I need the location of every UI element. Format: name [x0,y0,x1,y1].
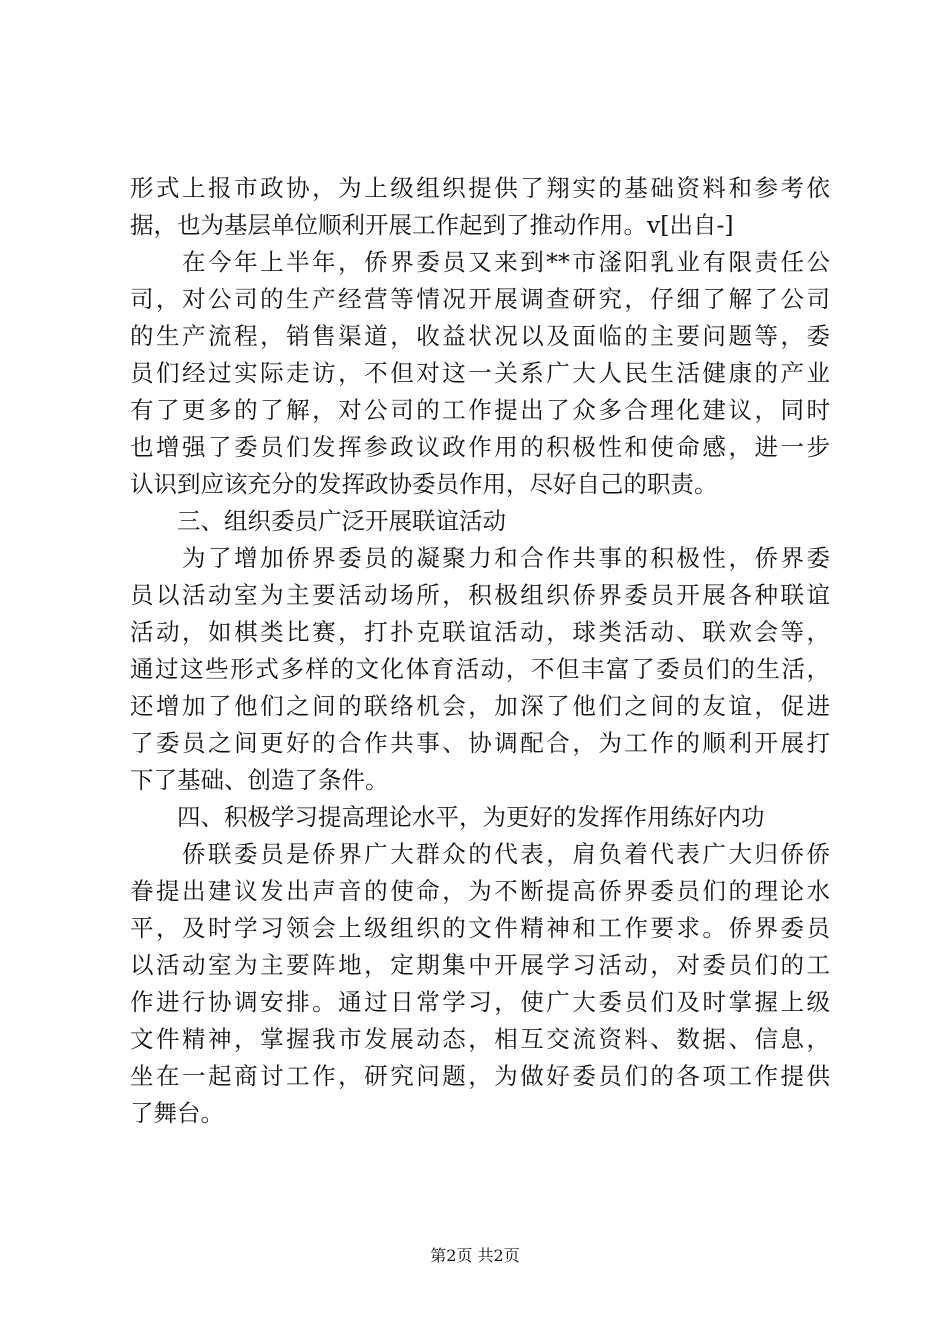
text-line: 文件精神，掌握我市发展动态，相互交流资料、数据、信息， [130,1025,830,1053]
text-line: 在今年上半年，侨界委员又来到**市滏阳乳业有限责任公 [130,248,830,276]
text-line: 也增强了委员们发挥参政议政作用的积极性和使命感，进一步 [130,433,830,461]
text-line: 为了增加侨界委员的凝聚力和合作共事的积极性，侨界委 [130,544,830,572]
section-heading: 四、积极学习提高理论水平，为更好的发挥作用练好内功 [130,803,765,831]
text-line: 坐在一起商讨工作，研究问题，为做好委员们的各项工作提供 [130,1062,830,1090]
text-line: 活动，如棋类比赛，打扑克联谊活动，球类活动、联欢会等， [130,618,830,646]
section-heading: 三、组织委员广泛开展联谊活动 [130,507,506,535]
text-line: 司，对公司的生产经营等情况开展调查研究，仔细了解了公司 [130,285,830,313]
text-line: 有了更多的了解，对公司的工作提出了众多合理化建议，同时 [130,396,830,424]
text-line: 通过这些形式多样的文化体育活动，不但丰富了委员们的生活， [130,655,830,683]
text-line: 平，及时学习领会上级组织的文件精神和工作要求。侨界委员 [130,914,830,942]
document-body [130,170,830,1132]
text-line: 作进行协调安排。通过日常学习，使广大委员们及时掌握上级 [130,988,830,1016]
text-line: 据，也为基层单位顺利开展工作起到了推动作用。v[出自-] [130,211,734,239]
text-line: 员以活动室为主要活动场所，积极组织侨界委员开展各种联谊 [130,581,830,609]
text-line: 认识到应该充分的发挥政协委员作用，尽好自己的职责。 [130,470,718,498]
text-line: 了舞台。 [130,1099,224,1127]
page-number-footer: 第2页 共2页 [430,1246,520,1265]
text-line: 眷提出建议发出声音的使命，为不断提高侨界委员们的理论水 [130,877,830,905]
text-line: 还增加了他们之间的联络机会，加深了他们之间的友谊，促进 [130,692,830,720]
text-line: 侨联委员是侨界广大群众的代表，肩负着代表广大归侨侨 [130,840,830,868]
text-line: 形式上报市政协，为上级组织提供了翔实的基础资料和参考依 [130,174,830,202]
text-line: 的生产流程，销售渠道，收益状况以及面临的主要问题等，委 [130,322,830,350]
text-line: 以活动室为主要阵地，定期集中开展学习活动，对委员们的工 [130,951,830,979]
text-line: 下了基础、创造了条件。 [130,766,389,794]
text-line: 员们经过实际走访，不但对这一关系广大人民生活健康的产业 [130,359,830,387]
text-line: 了委员之间更好的合作共事、协调配合，为工作的顺利开展打 [130,729,830,757]
